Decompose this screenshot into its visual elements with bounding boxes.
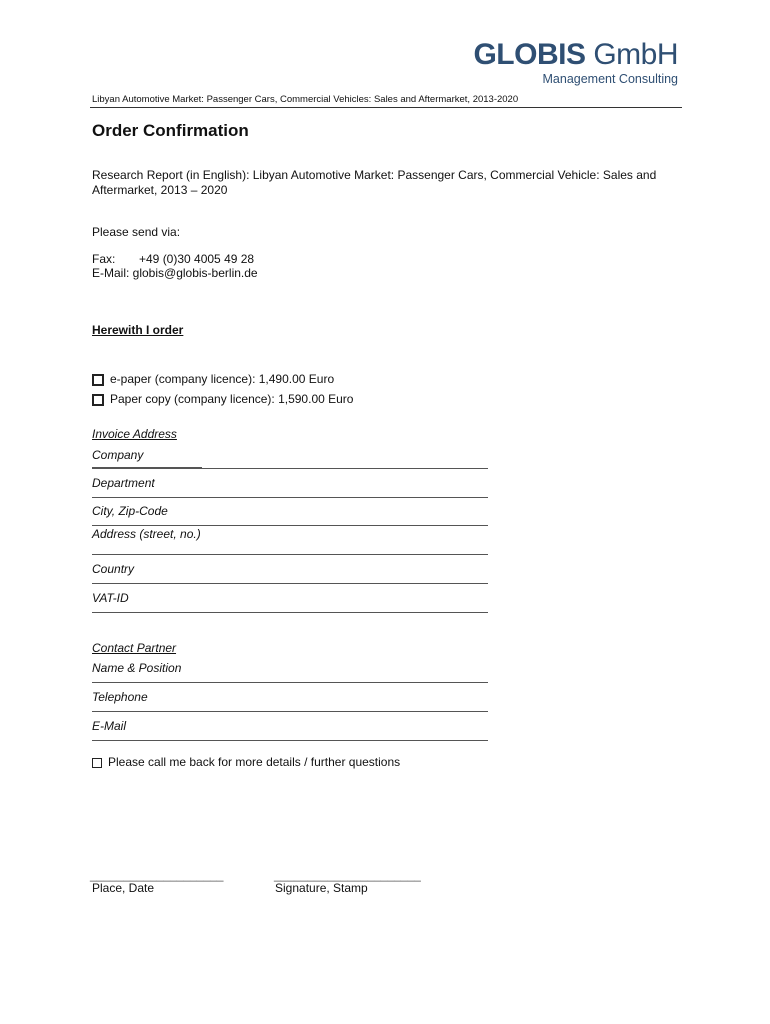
field-label: Company bbox=[92, 448, 144, 462]
option-epaper[interactable] bbox=[92, 372, 334, 387]
email-line: E-Mail: globis@globis-berlin.de bbox=[92, 266, 258, 280]
company-logo bbox=[473, 40, 678, 86]
field-label: E-Mail bbox=[92, 719, 127, 733]
field-label: VAT-ID bbox=[92, 591, 129, 605]
field-rule bbox=[92, 525, 488, 526]
document-header: Libyan Automotive Market: Passenger Cars, Commercial Vehicles: Sales and Aftermarket, 2013-2020 bbox=[92, 94, 519, 105]
field-label: Department bbox=[92, 476, 155, 490]
field-rule bbox=[92, 711, 488, 712]
callback-label: Please call me back for more details / further questions bbox=[108, 755, 401, 769]
field-label: City, Zip-Code bbox=[92, 504, 168, 518]
place-date-line: ____________________ bbox=[90, 868, 224, 882]
field-rule bbox=[92, 740, 488, 741]
field-rule bbox=[92, 468, 488, 469]
option-paper-copy-label: Paper copy (company licence): 1,590.00 Euro bbox=[110, 392, 354, 406]
checkbox-icon[interactable] bbox=[92, 374, 104, 386]
callback-option[interactable] bbox=[92, 755, 400, 770]
page-title: Order Confirmation bbox=[92, 121, 249, 140]
place-date-label: Place, Date bbox=[92, 881, 155, 895]
checkbox-icon[interactable] bbox=[92, 394, 104, 406]
header-divider bbox=[90, 107, 682, 108]
signature-line: ______________________ bbox=[274, 868, 421, 882]
fax-number: +49 (0)30 4005 49 28 bbox=[139, 252, 255, 266]
option-epaper-label: e-paper (company licence): 1,490.00 Euro bbox=[110, 372, 335, 386]
field-label: Telephone bbox=[92, 690, 148, 704]
signature-label: Signature, Stamp bbox=[275, 881, 368, 895]
field-rule bbox=[92, 497, 488, 498]
field-label: Address (street, no.) bbox=[92, 527, 201, 541]
field-rule bbox=[92, 682, 488, 683]
invoice-heading: Invoice Address bbox=[92, 427, 177, 441]
logo-tagline: Management Consulting bbox=[542, 72, 678, 86]
fax-label: Fax: bbox=[92, 252, 116, 266]
option-paper-copy[interactable] bbox=[92, 392, 353, 407]
field-rule bbox=[92, 612, 488, 613]
field-rule bbox=[92, 583, 488, 584]
send-via-text: Please send via: bbox=[92, 225, 181, 239]
checkbox-icon[interactable] bbox=[92, 758, 102, 768]
field-rule bbox=[92, 554, 488, 555]
fax-line bbox=[92, 252, 254, 267]
intro-text: Research Report (in English): Libyan Automotive Market: Passenger Cars, Commercial Vehicle: Sales and Aftermarket, 2013 – 2020 bbox=[92, 168, 657, 197]
field-label: Name & Position bbox=[92, 661, 182, 675]
logo-brand: GLOBIS GmbH bbox=[473, 38, 678, 71]
contact-heading: Contact Partner bbox=[92, 641, 177, 655]
field-label: Country bbox=[92, 562, 135, 576]
order-heading: Herewith I order bbox=[92, 323, 184, 337]
